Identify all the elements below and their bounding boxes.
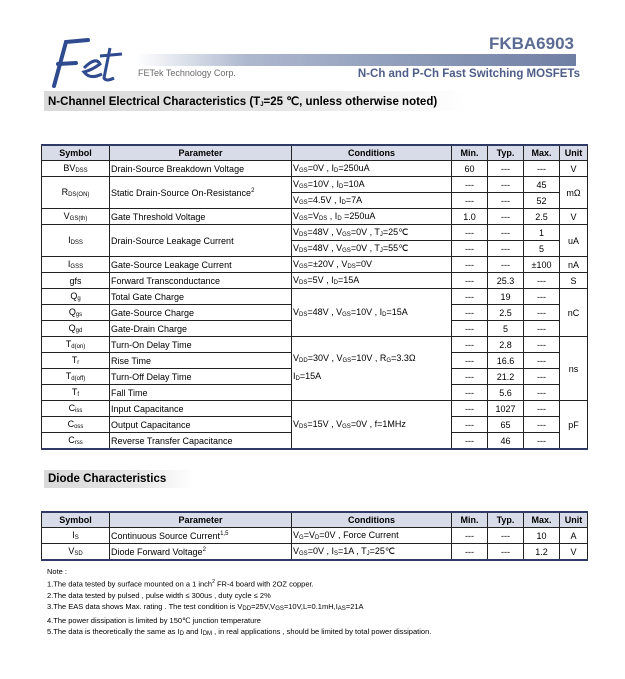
symbol-cell: IGSS (42, 257, 110, 273)
parameter-cell: Gate-Drain Charge (110, 321, 292, 337)
parameter-cell: Static Drain-Source On-Resistance$^2$ (110, 177, 292, 209)
min-cell: --- (452, 433, 488, 450)
conditions-cell: VDS=48V , VGS=0V , TJ=55℃ (292, 241, 452, 257)
symbol-cell: IS (42, 528, 110, 544)
unit-cell: S (560, 273, 588, 289)
typ-cell: --- (488, 241, 524, 257)
note-item: 5.The data is theoretically the same as ID and IDM , in real applications , should be limited by total power dissipation. (47, 626, 432, 637)
conditions-cell: VGS=VDS , ID =250uA (292, 209, 452, 225)
min-cell: --- (452, 241, 488, 257)
symbol-cell: VGS(th) (42, 209, 110, 225)
typ-cell: 46 (488, 433, 524, 450)
symbol-cell: Qg (42, 289, 110, 305)
parameter-cell: Turn-On Delay Time (110, 337, 292, 353)
max-cell: --- (524, 385, 560, 401)
table-row (42, 289, 588, 305)
note-item: 4.The power dissipation is limited by 150℃ junction temperature (47, 615, 261, 625)
symbol-cell: Coss (42, 417, 110, 433)
typ-cell: 5 (488, 321, 524, 337)
typ-cell: --- (488, 209, 524, 225)
diode-section-title: Diode Characteristics (44, 470, 194, 488)
unit-cell: mΩ (560, 177, 588, 209)
conditions-cell: VGS=4.5V , ID=7A (292, 193, 452, 209)
max-cell: ±100 (524, 257, 560, 273)
symbol-cell: Ciss (42, 401, 110, 417)
parameter-cell: Continuous Source Current$^{1,5}$ (110, 528, 292, 544)
max-cell: --- (524, 161, 560, 177)
unit-cell: V (560, 161, 588, 177)
symbol-cell: Crss (42, 433, 110, 450)
min-cell: --- (452, 273, 488, 289)
min-cell: --- (452, 193, 488, 209)
conditions-cell: VGS=0V , ID=250uA (292, 161, 452, 177)
column-header: Symbol (42, 145, 110, 161)
typ-cell: --- (488, 193, 524, 209)
note-item: 2.The data tested by pulsed , pulse width ≤ 300us , duty cycle ≤ 2% (47, 590, 271, 600)
min-cell: --- (452, 321, 488, 337)
column-header: Conditions (292, 512, 452, 528)
conditions-cell: VG=VD=0V , Force Current (292, 528, 452, 544)
typ-cell: 5.6 (488, 385, 524, 401)
column-header: Min. (452, 512, 488, 528)
unit-cell: V (560, 544, 588, 561)
min-cell: --- (452, 177, 488, 193)
column-header: Parameter (110, 512, 292, 528)
column-header: Min. (452, 145, 488, 161)
symbol-cell: BVDSS (42, 161, 110, 177)
table-header-row (42, 512, 588, 528)
unit-cell: nA (560, 257, 588, 273)
fet-logo (44, 34, 134, 90)
parameter-cell: Output Capacitance (110, 417, 292, 433)
max-cell: --- (524, 289, 560, 305)
table-row (42, 177, 588, 193)
typ-cell: 1027 (488, 401, 524, 417)
table-row (42, 273, 588, 289)
unit-cell: ns (560, 337, 588, 401)
note-item: 3.The EAS data shows Max. rating . The test condition is VDD=25V,VGS=10V,L=0.1mH,IAS=21A (47, 601, 364, 612)
max-cell: --- (524, 305, 560, 321)
max-cell: 1 (524, 225, 560, 241)
parameter-cell: Input Capacitance (110, 401, 292, 417)
table-row (42, 544, 588, 561)
max-cell: --- (524, 369, 560, 385)
typ-cell: 65 (488, 417, 524, 433)
parameter-cell: Drain-Source Leakage Current (110, 225, 292, 257)
conditions-cell: VDS=5V , ID=15A (292, 273, 452, 289)
conditions-cell: VDS=15V , VGS=0V , f=1MHz (292, 401, 452, 450)
max-cell: --- (524, 273, 560, 289)
conditions-cell: VGS=±20V , VDS=0V (292, 257, 452, 273)
column-header: Typ. (488, 512, 524, 528)
typ-cell: --- (488, 161, 524, 177)
parameter-cell: Turn-Off Delay Time (110, 369, 292, 385)
part-number: FKBA6903 (488, 34, 574, 53)
parameter-cell: Gate Threshold Voltage (110, 209, 292, 225)
parameter-cell: Forward Transconductance (110, 273, 292, 289)
typ-cell: 2.5 (488, 305, 524, 321)
table-row (42, 337, 588, 353)
symbol-cell: Qgd (42, 321, 110, 337)
symbol-cell: gfs (42, 273, 110, 289)
column-header: Max. (524, 145, 560, 161)
max-cell: 52 (524, 193, 560, 209)
header-gradient-bar (136, 54, 576, 66)
min-cell: --- (452, 544, 488, 561)
table-row (42, 209, 588, 225)
parameter-cell: Gate-Source Leakage Current (110, 257, 292, 273)
max-cell: 5 (524, 241, 560, 257)
table-header-row (42, 145, 588, 161)
company-name: FETek Technology Corp. (138, 68, 236, 78)
column-header: Unit (560, 512, 588, 528)
symbol-cell: Td(off) (42, 369, 110, 385)
column-header: Unit (560, 145, 588, 161)
min-cell: 60 (452, 161, 488, 177)
min-cell: --- (452, 305, 488, 321)
max-cell: --- (524, 433, 560, 450)
max-cell: --- (524, 337, 560, 353)
min-cell: --- (452, 385, 488, 401)
table-row (42, 161, 588, 177)
min-cell: --- (452, 528, 488, 544)
parameter-cell: Gate-Source Charge (110, 305, 292, 321)
max-cell: --- (524, 401, 560, 417)
parameter-cell: Fall Time (110, 385, 292, 401)
min-cell: --- (452, 337, 488, 353)
min-cell: --- (452, 353, 488, 369)
table-row (42, 528, 588, 544)
notes-heading: Note : (47, 567, 68, 576)
conditions-cell: VGS=0V , IS=1A , TJ=25℃ (292, 544, 452, 561)
typ-cell: 21.2 (488, 369, 524, 385)
max-cell: 2.5 (524, 209, 560, 225)
column-header: Max. (524, 512, 560, 528)
typ-cell: --- (488, 257, 524, 273)
conditions-cell: VGS=10V , ID=10A (292, 177, 452, 193)
document-subtitle: N-Ch and P-Ch Fast Switching MOSFETs (357, 68, 580, 80)
min-cell: --- (452, 369, 488, 385)
typ-cell: 2.8 (488, 337, 524, 353)
nchannel-section-title: N-Channel Electrical Characteristics (TJ=25 ℃, unless otherwise noted) (44, 91, 465, 111)
unit-cell: V (560, 209, 588, 225)
unit-cell: A (560, 528, 588, 544)
diode-characteristics-table (41, 511, 588, 561)
column-header: Conditions (292, 145, 452, 161)
unit-cell: pF (560, 401, 588, 450)
nchannel-characteristics-table (41, 144, 588, 450)
typ-cell: --- (488, 528, 524, 544)
parameter-cell: Diode Forward Voltage$^2$ (110, 544, 292, 561)
conditions-cell: VDD=30V , VGS=10V , RG=3.3Ω ID=15A (292, 337, 452, 401)
max-cell: 10 (524, 528, 560, 544)
column-header: Typ. (488, 145, 524, 161)
table-row (42, 257, 588, 273)
symbol-cell: Tf (42, 385, 110, 401)
parameter-cell: Rise Time (110, 353, 292, 369)
table-row (42, 401, 588, 417)
notes-block (47, 566, 431, 640)
min-cell: --- (452, 257, 488, 273)
min-cell: --- (452, 401, 488, 417)
parameter-cell: Reverse Transfer Capacitance (110, 433, 292, 450)
typ-cell: --- (488, 544, 524, 561)
typ-cell: 25.3 (488, 273, 524, 289)
symbol-cell: Tr (42, 353, 110, 369)
note-item: 1.The data tested by surface mounted on a 1 inch$^2$ FR-4 board with 2OZ copper. (47, 579, 314, 589)
min-cell: 1.0 (452, 209, 488, 225)
max-cell: 1.2 (524, 544, 560, 561)
symbol-cell: IDSS (42, 225, 110, 257)
symbol-cell: Qgs (42, 305, 110, 321)
min-cell: --- (452, 417, 488, 433)
min-cell: --- (452, 225, 488, 241)
unit-cell: uA (560, 225, 588, 257)
table-row (42, 225, 588, 241)
conditions-cell: VDS=48V , VGS=10V , ID=15A (292, 289, 452, 337)
symbol-cell: RDS(ON) (42, 177, 110, 209)
max-cell: --- (524, 321, 560, 337)
typ-cell: --- (488, 177, 524, 193)
typ-cell: --- (488, 225, 524, 241)
symbol-cell: Td(on) (42, 337, 110, 353)
max-cell: 45 (524, 177, 560, 193)
symbol-cell: VSD (42, 544, 110, 561)
min-cell: --- (452, 289, 488, 305)
conditions-cell: VDS=48V , VGS=0V , TJ=25℃ (292, 225, 452, 241)
column-header: Symbol (42, 512, 110, 528)
typ-cell: 19 (488, 289, 524, 305)
max-cell: --- (524, 353, 560, 369)
parameter-cell: Total Gate Charge (110, 289, 292, 305)
parameter-cell: Drain-Source Breakdown Voltage (110, 161, 292, 177)
typ-cell: 16.6 (488, 353, 524, 369)
column-header: Parameter (110, 145, 292, 161)
unit-cell: nC (560, 289, 588, 337)
max-cell: --- (524, 417, 560, 433)
